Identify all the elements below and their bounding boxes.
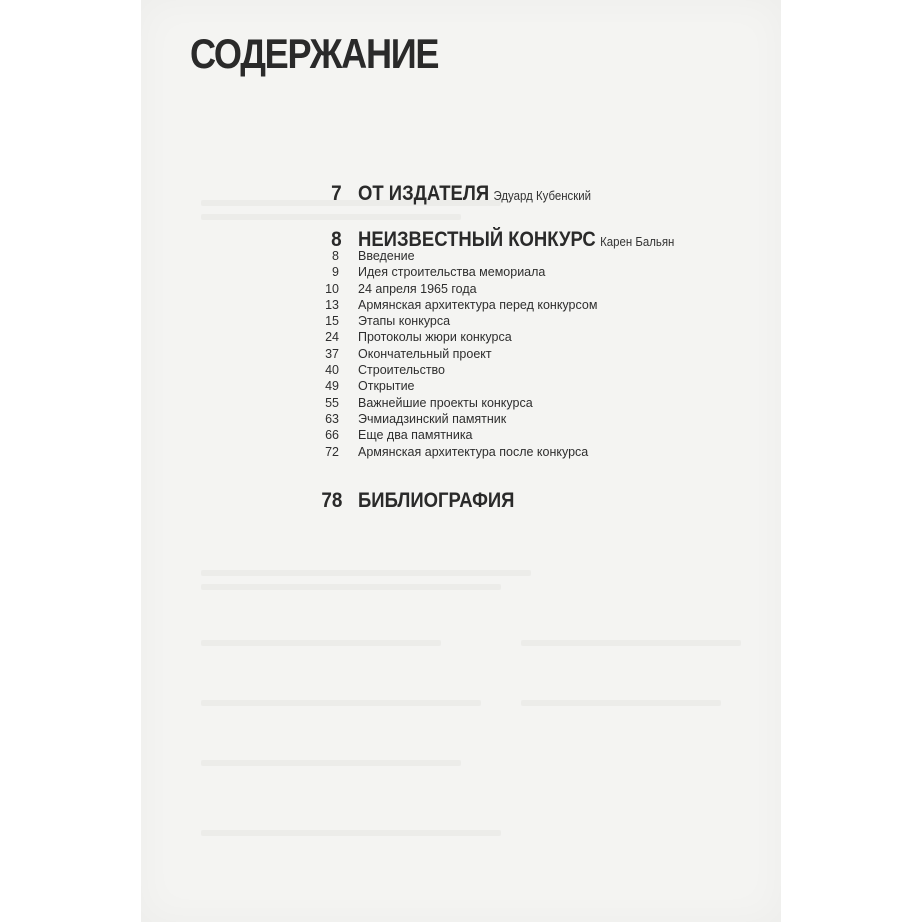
entry-title: Введение: [358, 249, 415, 263]
entry-title: Этапы конкурса: [358, 314, 451, 329]
entry-title: Важнейшие проекты конкурса: [358, 395, 533, 410]
show-through-text: [201, 584, 501, 590]
section-heading: ОТ ИЗДАТЕЛЯ: [358, 182, 490, 205]
entry-title: Еще два памятника: [358, 428, 473, 443]
show-through-text: [201, 760, 461, 766]
entry-title: Строительство: [358, 363, 445, 378]
show-through-text: [201, 640, 441, 646]
entry-title: 24 апреля 1965 года: [358, 281, 477, 296]
entry-page-number: 13: [325, 297, 339, 312]
section-author: Эдуард Кубенский: [493, 188, 592, 203]
entry-page-number: 63: [325, 411, 339, 426]
entry-title: Окончательный проект: [358, 346, 492, 361]
entry-page-number: 24: [325, 330, 339, 345]
entry-page-number: 37: [325, 346, 339, 361]
section-page-number: 7: [331, 182, 342, 205]
show-through-text: [201, 214, 461, 220]
entry-title: Армянская архитектура после конкурса: [358, 444, 589, 459]
show-through-text: [201, 830, 501, 836]
entry-title: Протоколы жюри конкурса: [358, 330, 512, 345]
toc-entry: [0, 412, 922, 428]
show-through-text: [521, 640, 741, 646]
entry-page-number: 8: [332, 249, 339, 263]
toc-entry: [0, 265, 922, 281]
page-title: СОДЕРЖАНИЕ: [190, 30, 439, 77]
section-page-number: 8: [331, 228, 342, 251]
section-heading: НЕИЗВЕСТНЫЙ КОНКУРС: [358, 228, 596, 251]
toc-entry: [0, 396, 922, 412]
entry-page-number: 66: [325, 428, 339, 443]
book-page: [141, 0, 781, 922]
toc-entry: [0, 428, 922, 444]
toc-entries-list: [0, 249, 922, 461]
entry-title: Идея строительства мемориала: [358, 265, 546, 280]
show-through-text: [521, 700, 721, 706]
toc-section-bibliography: [0, 489, 922, 519]
entry-page-number: 15: [325, 314, 339, 329]
toc-entry: [0, 379, 922, 395]
show-through-text: [201, 700, 481, 706]
entry-title: Открытие: [358, 379, 415, 394]
section-author: Карен Бальян: [600, 234, 675, 249]
entry-page-number: 49: [325, 379, 339, 394]
toc-entry: [0, 298, 922, 314]
toc-entry: [0, 249, 922, 265]
section-heading: БИБЛИОГРАФИЯ: [358, 489, 515, 512]
section-heading-line: [358, 489, 514, 513]
toc-entry: [0, 314, 922, 330]
toc-section-publisher: [0, 182, 922, 212]
entry-page-number: 72: [325, 444, 339, 459]
entry-page-number: 10: [325, 281, 339, 296]
toc-entry: [0, 363, 922, 379]
section-heading-line: [358, 182, 591, 206]
entry-title: Эчмиадзинский памятник: [358, 411, 507, 426]
show-through-text: [201, 570, 531, 576]
toc-entry: [0, 282, 922, 298]
toc-entry: [0, 445, 922, 461]
toc-entry: [0, 330, 922, 346]
section-page-number: 78: [320, 489, 342, 512]
entry-title: Армянская архитектура перед конкурсом: [358, 297, 598, 312]
toc-entry: [0, 347, 922, 363]
entry-page-number: 9: [332, 265, 339, 280]
entry-page-number: 55: [325, 395, 339, 410]
entry-page-number: 40: [325, 363, 339, 378]
